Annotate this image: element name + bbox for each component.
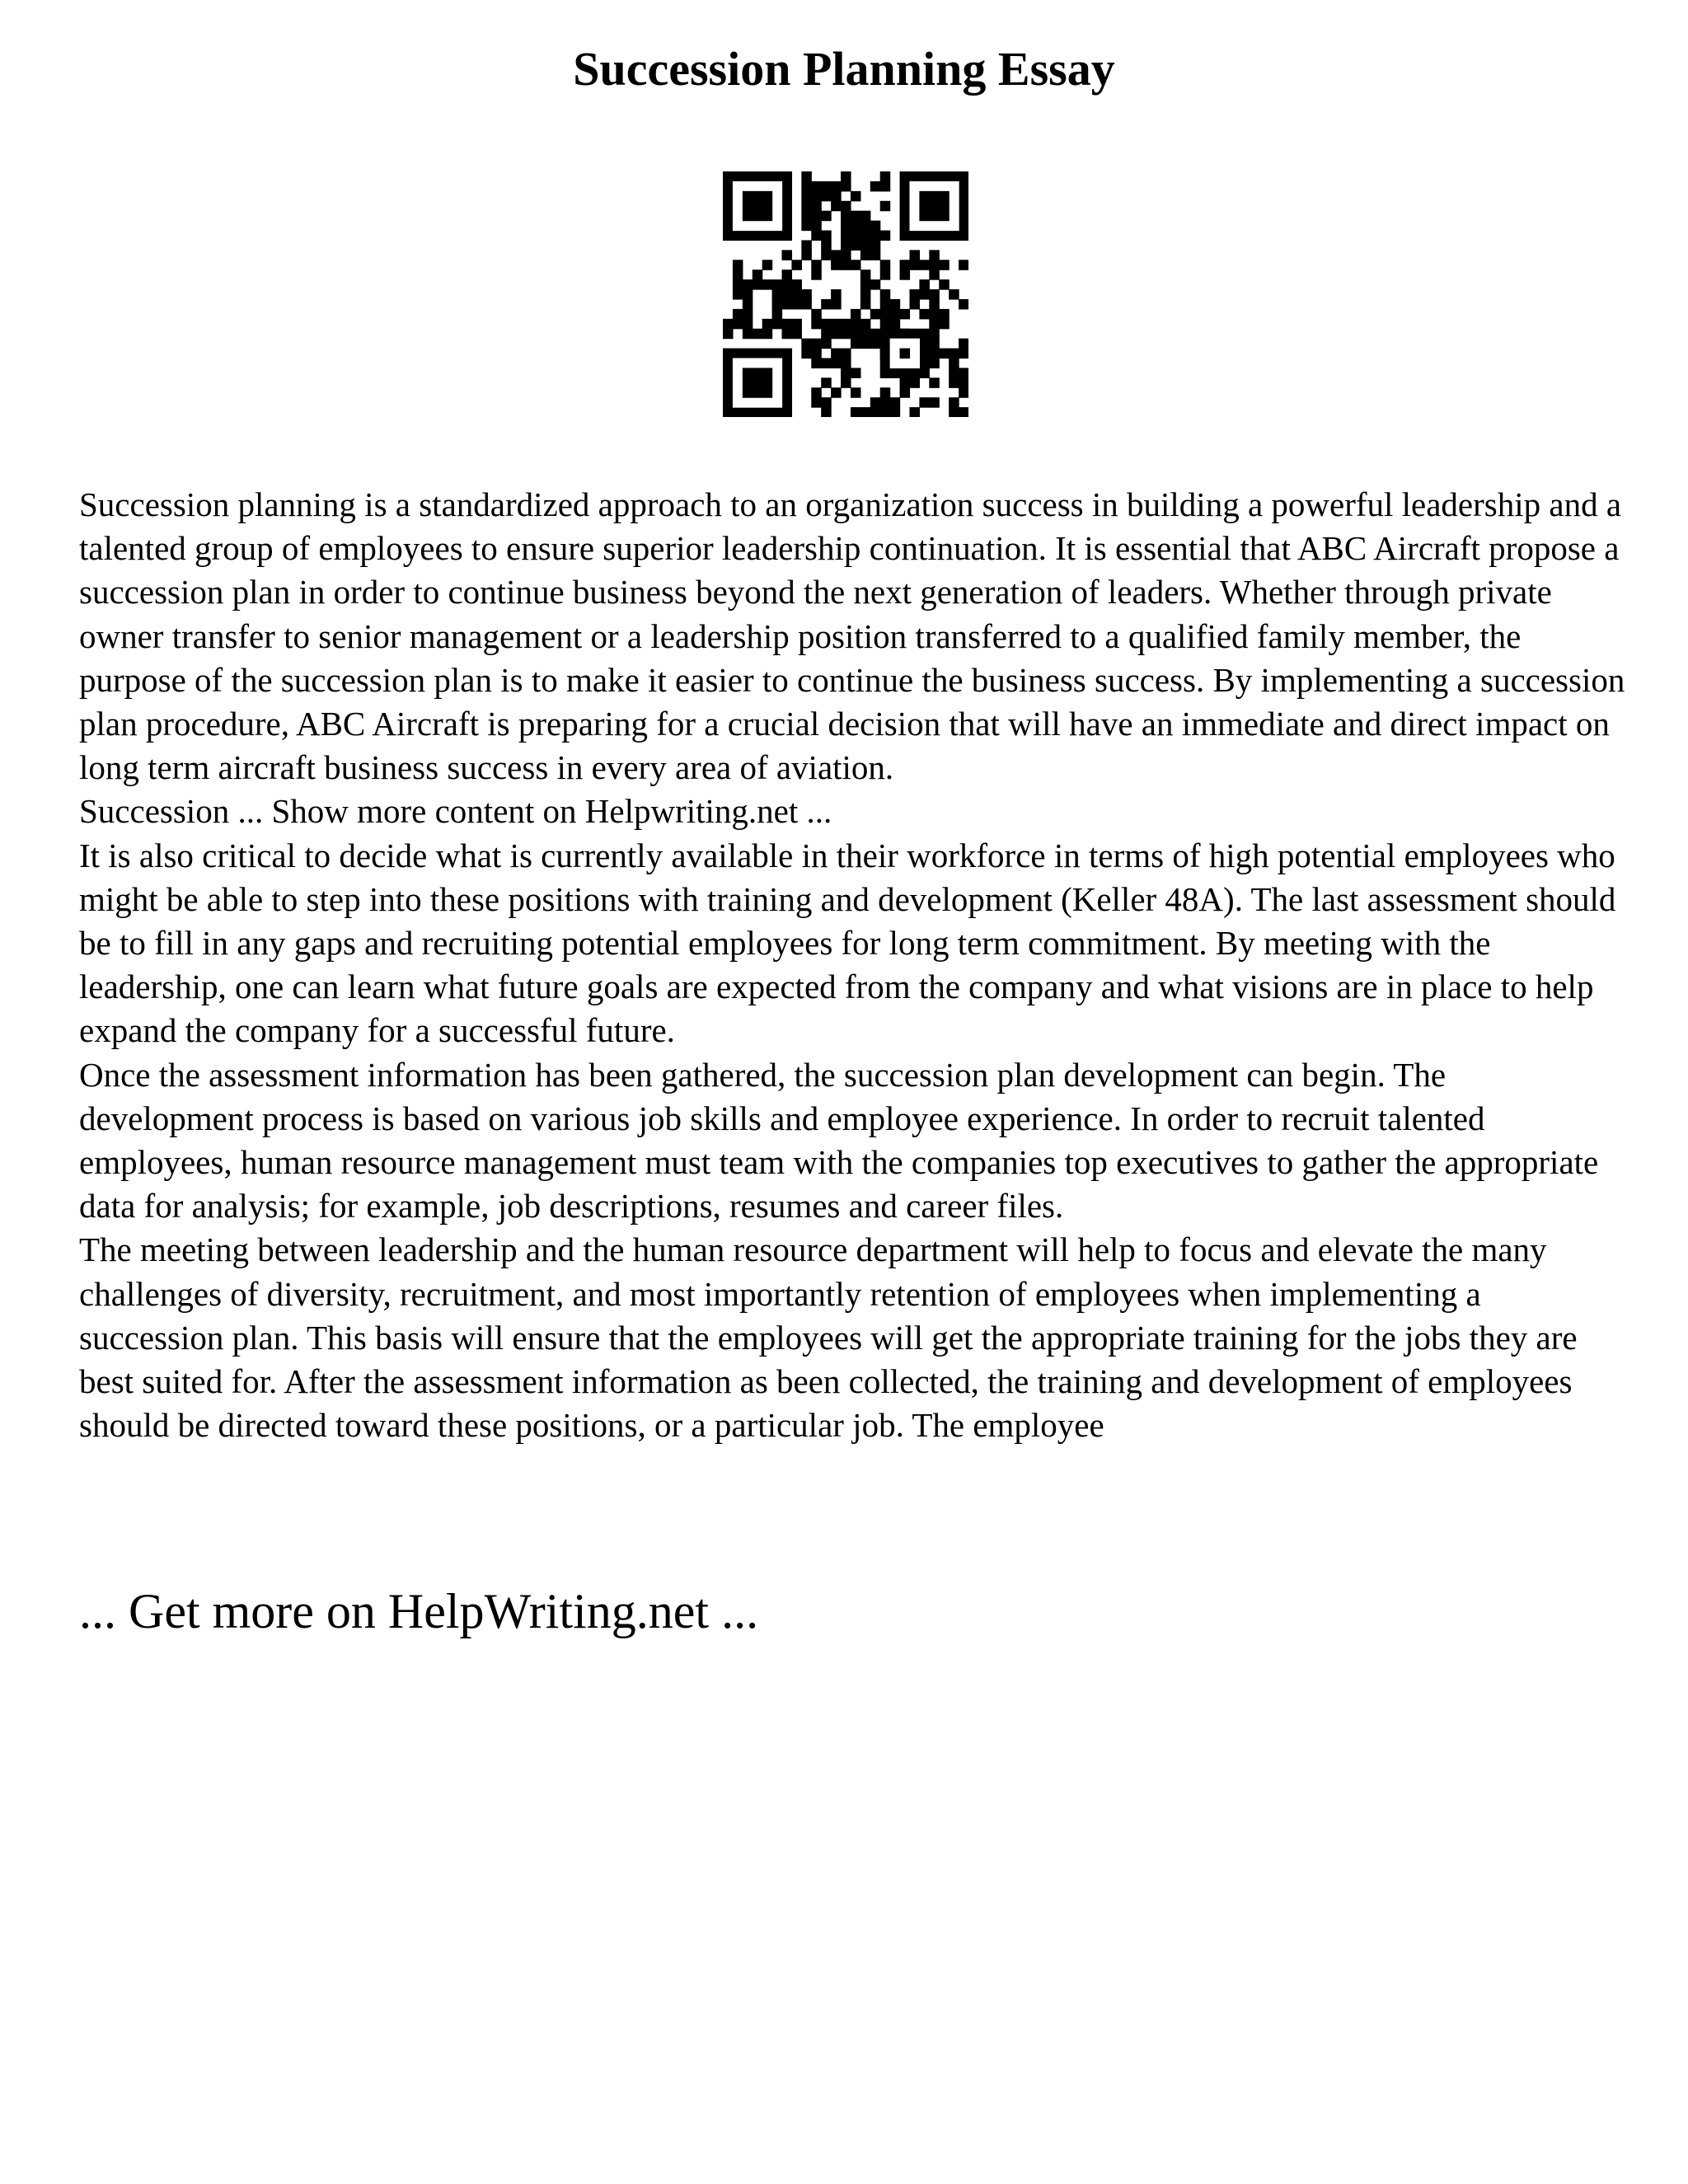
paragraph-development: Once the assessment information has been gathered, the succession plan development can begin. The development process is based on various job skills and employee experience. In order to recruit talented employees, human resource management must team with the companies top executives to gather the appropriate data for analysis; for example, job descriptions, resumes and career files. (79, 1055, 1599, 1226)
show-more-line: Succession ... Show more content on Helpwriting.net ... (79, 792, 832, 831)
essay-body (79, 483, 1629, 1447)
document-title: Succession Planning Essay (573, 42, 1115, 96)
get-more-link[interactable]: ... Get more on HelpWriting.net ... (79, 1584, 759, 1638)
qr-code-image (723, 171, 968, 417)
paragraph-workforce: It is also critical to decide what is currently available in their workforce in terms of high potential employees who might be able to step into these positions with training and development (Keller 48A). The last assessment should be to fill in any gaps and recruiting potential employees for long term commitment. By meeting with the leadership, one can learn what future goals are expected from the company and what visions are in place to help expand the company for a successful future. (79, 836, 1616, 1050)
paragraph-intro: Succession planning is a standardized approach to an organization success in building a powerful leadership and a talented group of employees to ensure superior leadership continuation. It is essential that ABC Aircraft propose a succession plan in order to continue business beyond the next generation of leaders. Whether through private owner transfer to senior management or a leadership position transferred to a qualified family member, the purpose of the succession plan is to make it easier to continue the business success. By implementing a succession plan procedure, ABC Aircraft is preparing for a crucial decision that will have an immediate and direct impact on long term aircraft business success in every area of aviation. (79, 485, 1625, 787)
paragraph-meeting: The meeting between leadership and the human resource department will help to focus and elevate the many challenges of diversity, recruitment, and most importantly retention of employees when implementing a succession plan. This basis will ensure that the employees will get the appropriate training for the jobs they are best suited for. After the assessment information as been collected, the training and development of employees should be directed toward these positions, or a particular job. The employee (79, 1230, 1578, 1445)
